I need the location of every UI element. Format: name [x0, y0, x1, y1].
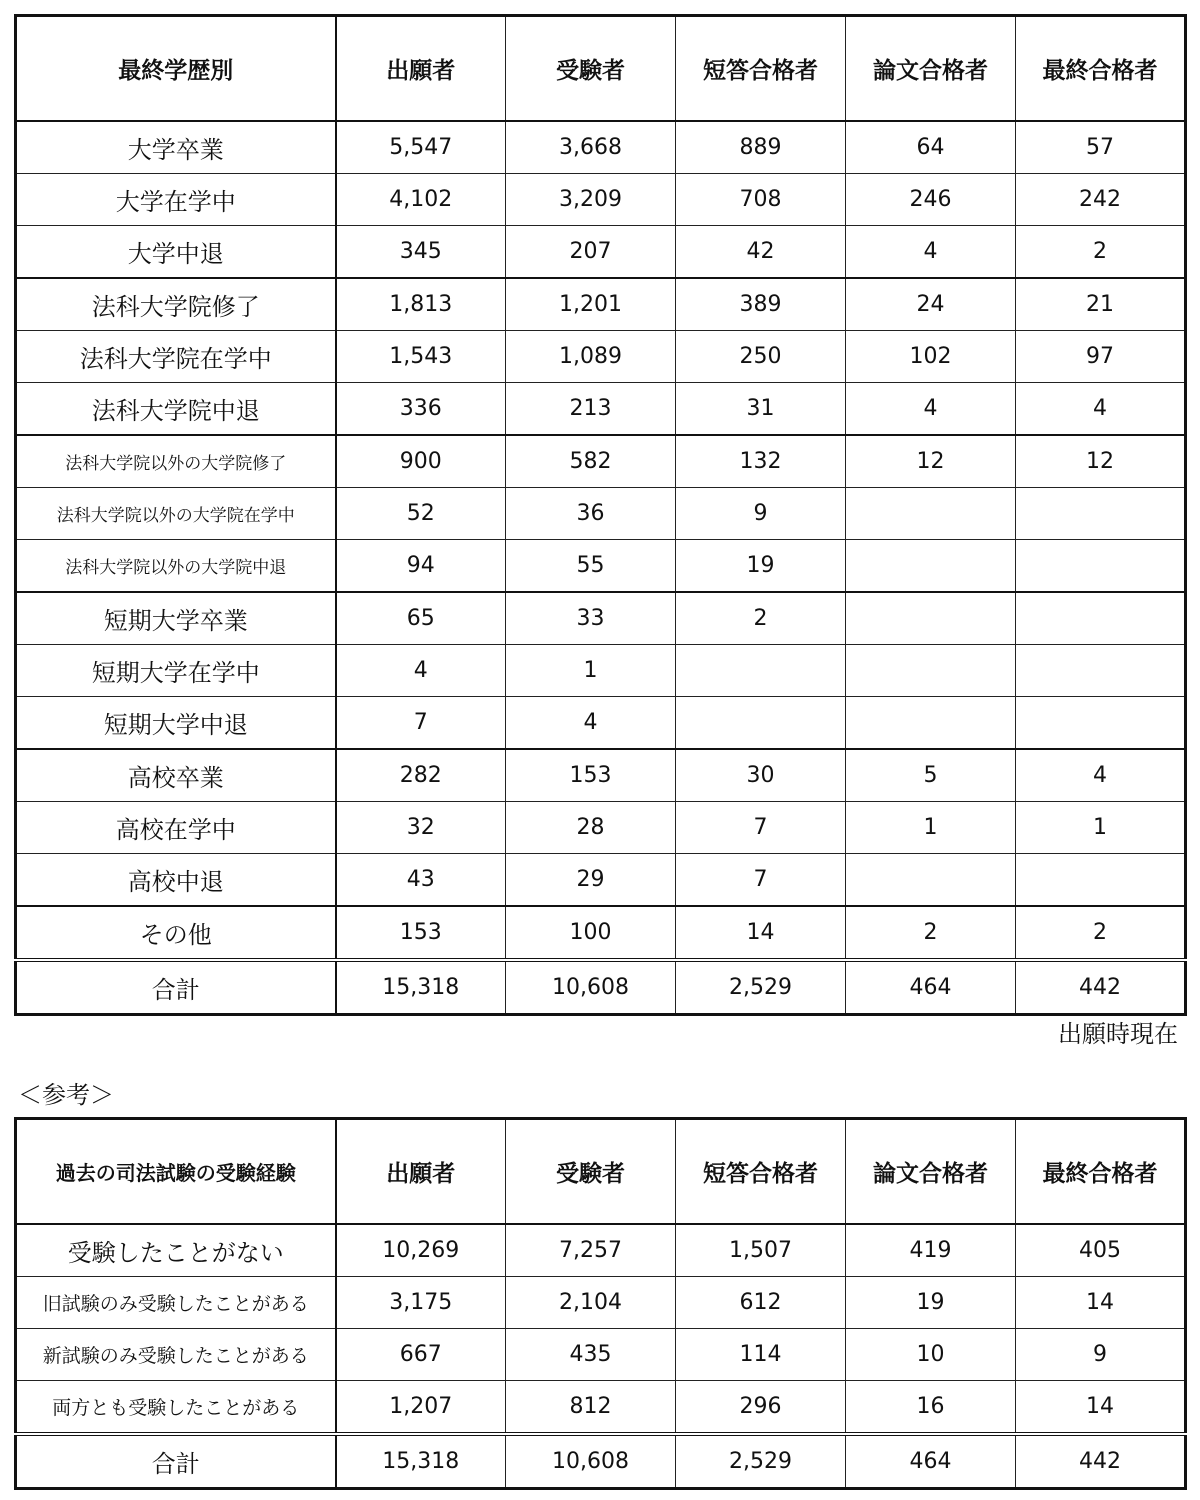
total-cell: 10,608: [506, 1434, 676, 1489]
cell: 100: [506, 906, 676, 960]
total-cell: 464: [846, 960, 1016, 1015]
header-short-answer-passers: 短答合格者: [676, 16, 846, 122]
cell: 1,207: [336, 1381, 506, 1435]
cell: [1016, 645, 1186, 697]
cell: 1: [846, 802, 1016, 854]
cell: [1016, 488, 1186, 540]
cell: 2: [676, 592, 846, 645]
cell: 250: [676, 331, 846, 383]
cell: 389: [676, 278, 846, 331]
cell: 419: [846, 1224, 1016, 1277]
total-cell: 442: [1016, 960, 1186, 1015]
row-label: 大学卒業: [16, 121, 336, 174]
cell: 405: [1016, 1224, 1186, 1277]
cell: 667: [336, 1329, 506, 1381]
header-final-passers: 最終合格者: [1016, 16, 1186, 122]
total-cell: 15,318: [336, 1434, 506, 1489]
cell: 132: [676, 435, 846, 488]
row-label: 短期大学在学中: [16, 645, 336, 697]
table-row: [16, 697, 1186, 750]
cell: 24: [846, 278, 1016, 331]
total-row: [16, 960, 1186, 1015]
header-examinees: 受験者: [506, 1119, 676, 1225]
cell: 153: [506, 749, 676, 802]
cell: 900: [336, 435, 506, 488]
total-row: [16, 1434, 1186, 1489]
row-label: 短期大学中退: [16, 697, 336, 750]
cell: 4,102: [336, 174, 506, 226]
table-row: [16, 488, 1186, 540]
cell: 29: [506, 854, 676, 907]
cell: 9: [676, 488, 846, 540]
row-label: 大学在学中: [16, 174, 336, 226]
education-table: [14, 14, 1187, 1016]
total-cell: 15,318: [336, 960, 506, 1015]
cell: 207: [506, 226, 676, 279]
exam-experience-table: [14, 1117, 1187, 1490]
table-row: [16, 802, 1186, 854]
table-row: [16, 174, 1186, 226]
cell: 2: [846, 906, 1016, 960]
row-label: 法科大学院以外の大学院中退: [16, 540, 336, 593]
cell: 5,547: [336, 121, 506, 174]
cell: 33: [506, 592, 676, 645]
cell: 7: [336, 697, 506, 750]
table-row: [16, 331, 1186, 383]
cell: 3,175: [336, 1277, 506, 1329]
cell: 97: [1016, 331, 1186, 383]
cell: 14: [1016, 1381, 1186, 1435]
cell: 31: [676, 383, 846, 436]
row-label: 旧試験のみ受験したことがある: [16, 1277, 336, 1329]
cell: 2: [1016, 226, 1186, 279]
total-cell: 2,529: [676, 960, 846, 1015]
cell: 4: [846, 383, 1016, 436]
cell: 435: [506, 1329, 676, 1381]
cell: [846, 592, 1016, 645]
cell: 28: [506, 802, 676, 854]
header-examinees: 受験者: [506, 16, 676, 122]
cell: 42: [676, 226, 846, 279]
cell: 2: [1016, 906, 1186, 960]
table-row: [16, 121, 1186, 174]
row-label: 受験したことがない: [16, 1224, 336, 1277]
total-label: 合計: [16, 1434, 336, 1489]
cell: 1,507: [676, 1224, 846, 1277]
cell: 19: [676, 540, 846, 593]
cell: 4: [336, 645, 506, 697]
row-label: 両方とも受験したことがある: [16, 1381, 336, 1435]
cell: 43: [336, 854, 506, 907]
cell: 16: [846, 1381, 1016, 1435]
table-row: [16, 1381, 1186, 1435]
table-row: [16, 226, 1186, 279]
row-label: 法科大学院在学中: [16, 331, 336, 383]
cell: 55: [506, 540, 676, 593]
cell: 3,668: [506, 121, 676, 174]
cell: [846, 488, 1016, 540]
row-label: その他: [16, 906, 336, 960]
total-label: 合計: [16, 960, 336, 1015]
table-header-row: [16, 16, 1186, 122]
cell: 812: [506, 1381, 676, 1435]
cell: 32: [336, 802, 506, 854]
cell: 57: [1016, 121, 1186, 174]
cell: 4: [1016, 383, 1186, 436]
cell: 36: [506, 488, 676, 540]
cell: 14: [676, 906, 846, 960]
cell: 21: [1016, 278, 1186, 331]
cell: 1,089: [506, 331, 676, 383]
row-label: 短期大学卒業: [16, 592, 336, 645]
cell: 296: [676, 1381, 846, 1435]
header-category: 過去の司法試験の受験経験: [16, 1119, 336, 1225]
table-row: [16, 1224, 1186, 1277]
cell: 30: [676, 749, 846, 802]
table-row: [16, 906, 1186, 960]
header-essay-passers: 論文合格者: [846, 1119, 1016, 1225]
cell: 7: [676, 802, 846, 854]
cell: 1,813: [336, 278, 506, 331]
cell: 94: [336, 540, 506, 593]
cell: 345: [336, 226, 506, 279]
cell: 282: [336, 749, 506, 802]
cell: 153: [336, 906, 506, 960]
cell: 102: [846, 331, 1016, 383]
total-cell: 10,608: [506, 960, 676, 1015]
header-applicants: 出願者: [336, 1119, 506, 1225]
cell: 612: [676, 1277, 846, 1329]
row-label: 法科大学院以外の大学院在学中: [16, 488, 336, 540]
cell: 336: [336, 383, 506, 436]
total-cell: 442: [1016, 1434, 1186, 1489]
cell: 1,543: [336, 331, 506, 383]
table-row: [16, 540, 1186, 593]
row-label: 法科大学院中退: [16, 383, 336, 436]
header-essay-passers: 論文合格者: [846, 16, 1016, 122]
table-row: [16, 854, 1186, 907]
cell: 14: [1016, 1277, 1186, 1329]
cell: 5: [846, 749, 1016, 802]
table-row: [16, 645, 1186, 697]
total-cell: 2,529: [676, 1434, 846, 1489]
cell: 10,269: [336, 1224, 506, 1277]
cell: [1016, 592, 1186, 645]
cell: [846, 645, 1016, 697]
cell: [676, 645, 846, 697]
cell: 12: [846, 435, 1016, 488]
cell: 1: [506, 645, 676, 697]
cell: 64: [846, 121, 1016, 174]
cell: [846, 854, 1016, 907]
cell: 213: [506, 383, 676, 436]
cell: 7: [676, 854, 846, 907]
row-label: 高校中退: [16, 854, 336, 907]
row-label: 大学中退: [16, 226, 336, 279]
cell: 4: [1016, 749, 1186, 802]
table-header-row: [16, 1119, 1186, 1225]
cell: 889: [676, 121, 846, 174]
cell: 4: [846, 226, 1016, 279]
header-short-answer-passers: 短答合格者: [676, 1119, 846, 1225]
cell: 4: [506, 697, 676, 750]
cell: 708: [676, 174, 846, 226]
cell: 1,201: [506, 278, 676, 331]
cell: 9: [1016, 1329, 1186, 1381]
row-label: 法科大学院以外の大学院修了: [16, 435, 336, 488]
table-row: [16, 278, 1186, 331]
row-label: 新試験のみ受験したことがある: [16, 1329, 336, 1381]
header-category: 最終学歴別: [16, 16, 336, 122]
header-applicants: 出願者: [336, 16, 506, 122]
table-row: [16, 749, 1186, 802]
cell: [846, 697, 1016, 750]
cell: 114: [676, 1329, 846, 1381]
cell: 1: [1016, 802, 1186, 854]
cell: 246: [846, 174, 1016, 226]
cell: 19: [846, 1277, 1016, 1329]
cell: [846, 540, 1016, 593]
cell: 2,104: [506, 1277, 676, 1329]
cell: 65: [336, 592, 506, 645]
table-row: [16, 1277, 1186, 1329]
cell: 3,209: [506, 174, 676, 226]
row-label: 法科大学院修了: [16, 278, 336, 331]
cell: 10: [846, 1329, 1016, 1381]
header-final-passers: 最終合格者: [1016, 1119, 1186, 1225]
row-label: 高校在学中: [16, 802, 336, 854]
cell: 52: [336, 488, 506, 540]
table-row: [16, 592, 1186, 645]
table-row: [16, 383, 1186, 436]
table-row: [16, 1329, 1186, 1381]
cell: 582: [506, 435, 676, 488]
cell: 242: [1016, 174, 1186, 226]
as-of-note: 出願時現在: [1058, 1020, 1178, 1048]
cell: 12: [1016, 435, 1186, 488]
reference-heading: ＜参考＞: [18, 1081, 114, 1109]
table-row: [16, 435, 1186, 488]
cell: 7,257: [506, 1224, 676, 1277]
cell: [1016, 697, 1186, 750]
cell: [1016, 540, 1186, 593]
cell: [1016, 854, 1186, 907]
cell: [676, 697, 846, 750]
total-cell: 464: [846, 1434, 1016, 1489]
row-label: 高校卒業: [16, 749, 336, 802]
